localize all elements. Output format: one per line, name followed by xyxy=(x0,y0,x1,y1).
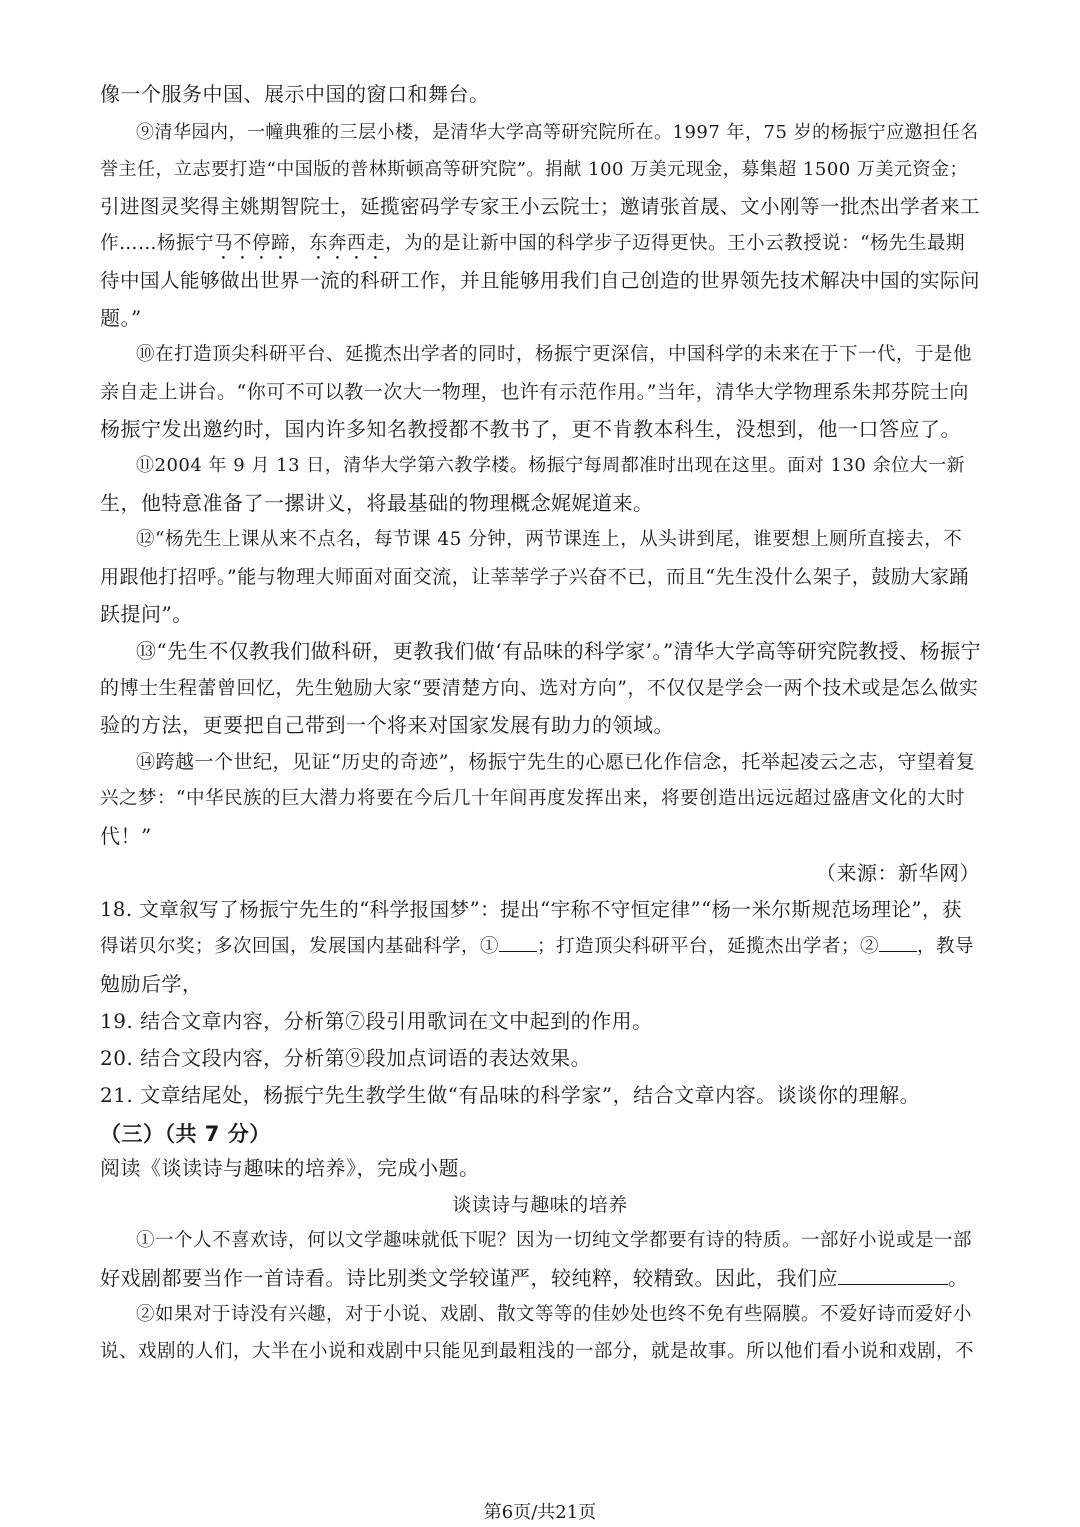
paragraph-11-line-1: ⑪2004 年 9 月 13 日，清华大学第六教学楼。杨振宁每周都准时出现在这里。面对 130 余位大一新 xyxy=(136,455,966,476)
paragraph-9-line-4 xyxy=(100,226,980,264)
paragraph-14-line-2: 兴之梦：“中华民族的巨大潜力将要在今后几十年间再度发挥出来，将要创造出远远超过盛唐文化的大时 xyxy=(100,788,965,809)
question-18-line-2 xyxy=(100,929,980,965)
emphasized-word-2: 东奔西走 xyxy=(309,233,386,254)
answer-blank-1[interactable] xyxy=(499,929,537,952)
section-3-paragraph-1-text-a: 好戏剧都要当作一首诗看。诗比别类文学较谨严，较纯粹，较精致。因此，我们应 xyxy=(100,1266,838,1290)
question-18-line-1: 18. 文章叙写了杨振宁先生的“科学报国梦”：提出“宇称不守恒定律”“杨一米尔斯规范场理论”，获 xyxy=(100,898,963,921)
paragraph-12-line-1: ⑫“杨先生上课从来不点名，每节课 45 分钟，两节课连上，从头讲到尾，谁要想上厕所直接去，不 xyxy=(136,529,963,550)
paragraph-9-line-3: 引进图灵奖得主姚期智院士，延揽密码学专家王小云院士；邀请张首晟、文小刚等一批杰出学者来工 xyxy=(100,195,981,218)
paragraph-8-end: 像一个服务中国、展示中国的窗口和舞台。 xyxy=(100,82,490,106)
question-18-text-b: ；打造顶尖科研平台，延揽杰出学者；② xyxy=(537,936,880,957)
paragraph-12-line-3: 跃提问”。 xyxy=(100,602,193,626)
question-18-text-c: ，教导 xyxy=(917,936,975,957)
section-3-paragraph-1-line-2 xyxy=(100,1260,980,1296)
answer-blank-2[interactable] xyxy=(879,929,917,952)
page-number-footer: 第6页/共21页 xyxy=(483,1502,597,1523)
paragraph-10-line-2: 亲自走上讲台。“你可不可以教一次大一物理，也许有示范作用。”当年，清华大学物理系朱邦芬院士向 xyxy=(100,381,969,403)
paragraph-9-line-6: 题。” xyxy=(100,306,142,330)
paragraph-9-line-4-mid: ， xyxy=(290,233,310,254)
emphasized-word-1: 马不停蹄 xyxy=(214,233,291,254)
section-3-paragraph-2-line-2: 说、戏剧的人们，大半在小说和戏剧中只能见到最粗浅的一部分，就是故事。所以他们看小说和戏剧，不 xyxy=(100,1341,975,1362)
article-source: （来源：新华网） xyxy=(816,861,980,885)
paragraph-13-line-1: ⑬“先生不仅教我们做科研，更教我们做‘有品味的科学家’。”清华大学高等研究院教授、杨振宁 xyxy=(136,639,982,663)
paragraph-9-line-1: ⑨清华园内，一幢典雅的三层小楼，是清华大学高等研究院所在。1997 年，75 岁的杨振宁应邀担任名 xyxy=(136,122,979,143)
paragraph-14-line-3: 代！” xyxy=(100,824,152,848)
paragraph-9-line-5: 待中国人能够做出世界一流的科研工作，并且能够用我们自己创造的世界领先技术解决中国的实际问 xyxy=(100,269,981,292)
paragraph-12-line-2: 用跟他打招呼。”能与物理大师面对面交流，让莘莘学子兴奋不已，而且“先生没什么架子，鼓励大家踊 xyxy=(100,566,969,588)
question-19: 19. 结合文章内容，分析第⑦段引用歌词在文中起到的作用。 xyxy=(100,1009,653,1033)
paragraph-14-line-1: ⑭跨越一个世纪，见证“历史的奇迹”，杨振宁先生的心愿已化作信念，托举起凌云之志，守望着复 xyxy=(136,751,976,773)
paragraph-9-line-4-pre: 作……杨振宁 xyxy=(100,233,215,254)
question-18-line-3: 勉励后学， xyxy=(100,972,203,996)
section-3-instruction: 阅读《谈读诗与趣味的培养》，完成小题。 xyxy=(100,1156,480,1180)
paragraph-13-line-3: 验的方法，更要把自己带到一个将来对国家发展有助力的领域。 xyxy=(100,713,674,737)
article-title: 谈读诗与趣味的培养 xyxy=(452,1194,628,1216)
question-21: 21. 文章结尾处，杨振宁先生教学生做“有品味的科学家”，结合文章内容。谈谈你的理解。 xyxy=(100,1083,921,1107)
answer-blank-3[interactable] xyxy=(838,1262,948,1285)
paragraph-10-line-1: ⑩在打造顶尖科研平台、延揽杰出学者的同时，杨振宁更深信，中国科学的未来在于下一代，于是他 xyxy=(136,344,973,365)
section-3-paragraph-2-line-1: ②如果对于诗没有兴趣，对于小说、戏剧、散文等等的佳妙处也终不免有些隔膜。不爱好诗而爱好小 xyxy=(136,1304,973,1325)
paragraph-11-line-2: 生，他特意准备了一摞讲义，将最基础的物理概念娓娓道来。 xyxy=(100,491,654,515)
section-3-heading: （三）（共 7 分） xyxy=(100,1122,271,1146)
paragraph-10-line-3: 杨振宁发出邀约时，国内许多知名教授都不教书了，更不肯教本科生，没想到，他一口答应了。 xyxy=(100,417,961,441)
section-3-paragraph-1-line-1: ①一个人不喜欢诗，何以文学趣味就低下呢？因为一切纯文学都要有诗的特质。一部好小说或是一部 xyxy=(136,1230,973,1251)
paragraph-9-line-2: 誉主任，立志要打造“中国版的普林斯顿高等研究院”。捐献 100 万美元现金，募集超 1500 万美元资金； xyxy=(100,159,968,180)
question-20: 20. 结合文段内容，分析第⑨段加点词语的表达效果。 xyxy=(100,1046,592,1070)
paragraph-13-line-2: 的博士生程蕾曾回忆，先生勉励大家“要清楚方向、选对方向”，不仅仅是学会一两个技术或是怎么做实 xyxy=(100,677,979,699)
section-3-paragraph-1-text-b: 。 xyxy=(948,1266,969,1290)
question-18-text-a: 得诺贝尔奖；多次回国，发展国内基础科学，① xyxy=(100,936,500,957)
paragraph-9-line-4-post: ，为的是让新中国的科学步子迈得更快。王小云教授说：“杨先生最期 xyxy=(385,233,966,254)
